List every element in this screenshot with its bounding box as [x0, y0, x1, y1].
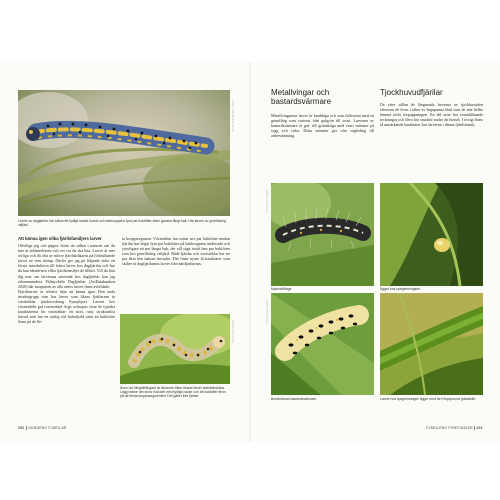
- left-column-2: ta kroppssegment. Växtsteklar har minst sex par bukfötter medan fjärilar har högst fyra par bukfötter på bakkroppens undersida och ytterligare ett par längst bak, det vill säga totalt fem par bukfötter som hos grönfläckig vitfjäril. Både fjärilar och växtsteklar har tre par äkta ben bakom huvudet. Det finns nyare få karaktärer som skiljer ut dagfjärilarnas larver från nattfjärilarnas.: [122, 236, 230, 267]
- right-column-1: Metallvingarnas larver är knubbiga och som fullvuxna med en grundfärg som varierar från gulgrön till svart. Larverna av bastardsvärmare är gul- till grönaktiga med svart mönster på rygg och sidor. Detta mönster ger ofta väglednig till artbestämning.: [271, 113, 374, 139]
- photo-skipper-egg: [380, 183, 483, 286]
- caption-right-4: Larver hos spegelmungen ligger med det Hopspunna grässtråd.: [380, 397, 476, 401]
- photo-credit-right-3: FOTO: Holmström: [265, 300, 268, 324]
- right-column-2: De yttre sällan de långsmala larverna av tjockhuvuden eftersom de lever i tuber av hopspunna blad som de inte heller lämnar inför förpuppningen. En del arter har svensklikande teckningar och flera har smalare nacke än huvud. I övrigt finns få utmärkande karaktärer hos larverna i denna fjärilsfamilj.: [380, 102, 483, 128]
- running-head-right: FJÄRILENS FÖRSTADIER: [426, 426, 473, 430]
- photo-burnet-caterpillar: [271, 293, 374, 395]
- subheading-larvae-families: Att känna igen olika fjärilsfamiljers larver: [18, 236, 102, 241]
- heading-metallvingar: Metallvingar och bastardsvärmare: [271, 88, 332, 106]
- folio-right: [426, 426, 483, 430]
- caption-right-3: Bredbrämad bastardsvärmare.: [271, 397, 317, 401]
- photo-hairy-caterpillar: [271, 183, 374, 286]
- running-head-left: NORDENS FJÄRILAR: [28, 426, 67, 430]
- folio-left: [18, 426, 67, 430]
- photo-credit-main: FOTO: Göran Holmström: [231, 100, 234, 133]
- heading-tjockhuvudfjarilar: Tjockhuvudfjärilar: [380, 88, 443, 97]
- folio-separator: [474, 426, 475, 429]
- photo-credit-right-1: FOTO: Holmström: [265, 190, 268, 214]
- photo-skipper-larva-grass: [380, 293, 483, 395]
- photo-credit-small: FOTO: Holmström: [231, 320, 234, 344]
- folio-separator: [26, 426, 27, 429]
- page-number-right: 201: [476, 426, 483, 430]
- caption-main: Larver av dagfjärilar har sällan ett tydligt avsatt huvud och bakkroppens fyra par bukfötter sitter ganska långt bak. Här larven av grönfläckig vitfjäril.: [18, 219, 226, 228]
- caption-right-2: Ägget hos spegelmungsen.: [380, 287, 422, 291]
- photo-green-veined-white-caterpillar: [18, 90, 230, 216]
- caption-small: Även om fångstfrångare är liknande fötter ibland larver stabilsärskäns. Lägg märke det stora huvudet med tydligt nacke och att bukfötter finns på de flesta kroppssegmenten! Det gäller inte fjärilar.: [120, 386, 226, 399]
- photo-sawfly-larva: [120, 314, 230, 384]
- page-number-left: 200: [18, 426, 25, 430]
- left-column-1: Oftsfliga jag och pippor hittar du sällan i naturen om du inte är målmedveten och vet var du ska leta. Larver är mer rörliga och då ofta av mörre fjärilskråkarns på födosökande larver av rens slump. Därför ger jag på följande sidor en första introduktion till fränst larver hos dagfjärilar och hur du kan identifiera vilka fjärilsfamiljer de tillhör. Vill du lära dig mer om larvernas utseende hos dagfjärilar kan jag rekommendera Fältnyckeln Dagfjärilar (ArtDatabanken 2020) där morparten av alla arters larver finns avbildade. Fjärilslarver är relativt lätta att känna igen. Den enda insektsgrupp som har larver som liknar fjärilarnas är växtsteklar (underordning Symphyta). Larven hos växtstekeln gul rosenstekel Arge ochropus visar de typiska karaktärerna för växtsteklar: ett stort, runt, strukturlöst huvud som har en synlig röd halsskydd samt att bukfötter finns på de fle-: [18, 243, 115, 325]
- book-gutter: [249, 62, 251, 442]
- caption-right-1: Mysinvillänge.: [271, 287, 293, 291]
